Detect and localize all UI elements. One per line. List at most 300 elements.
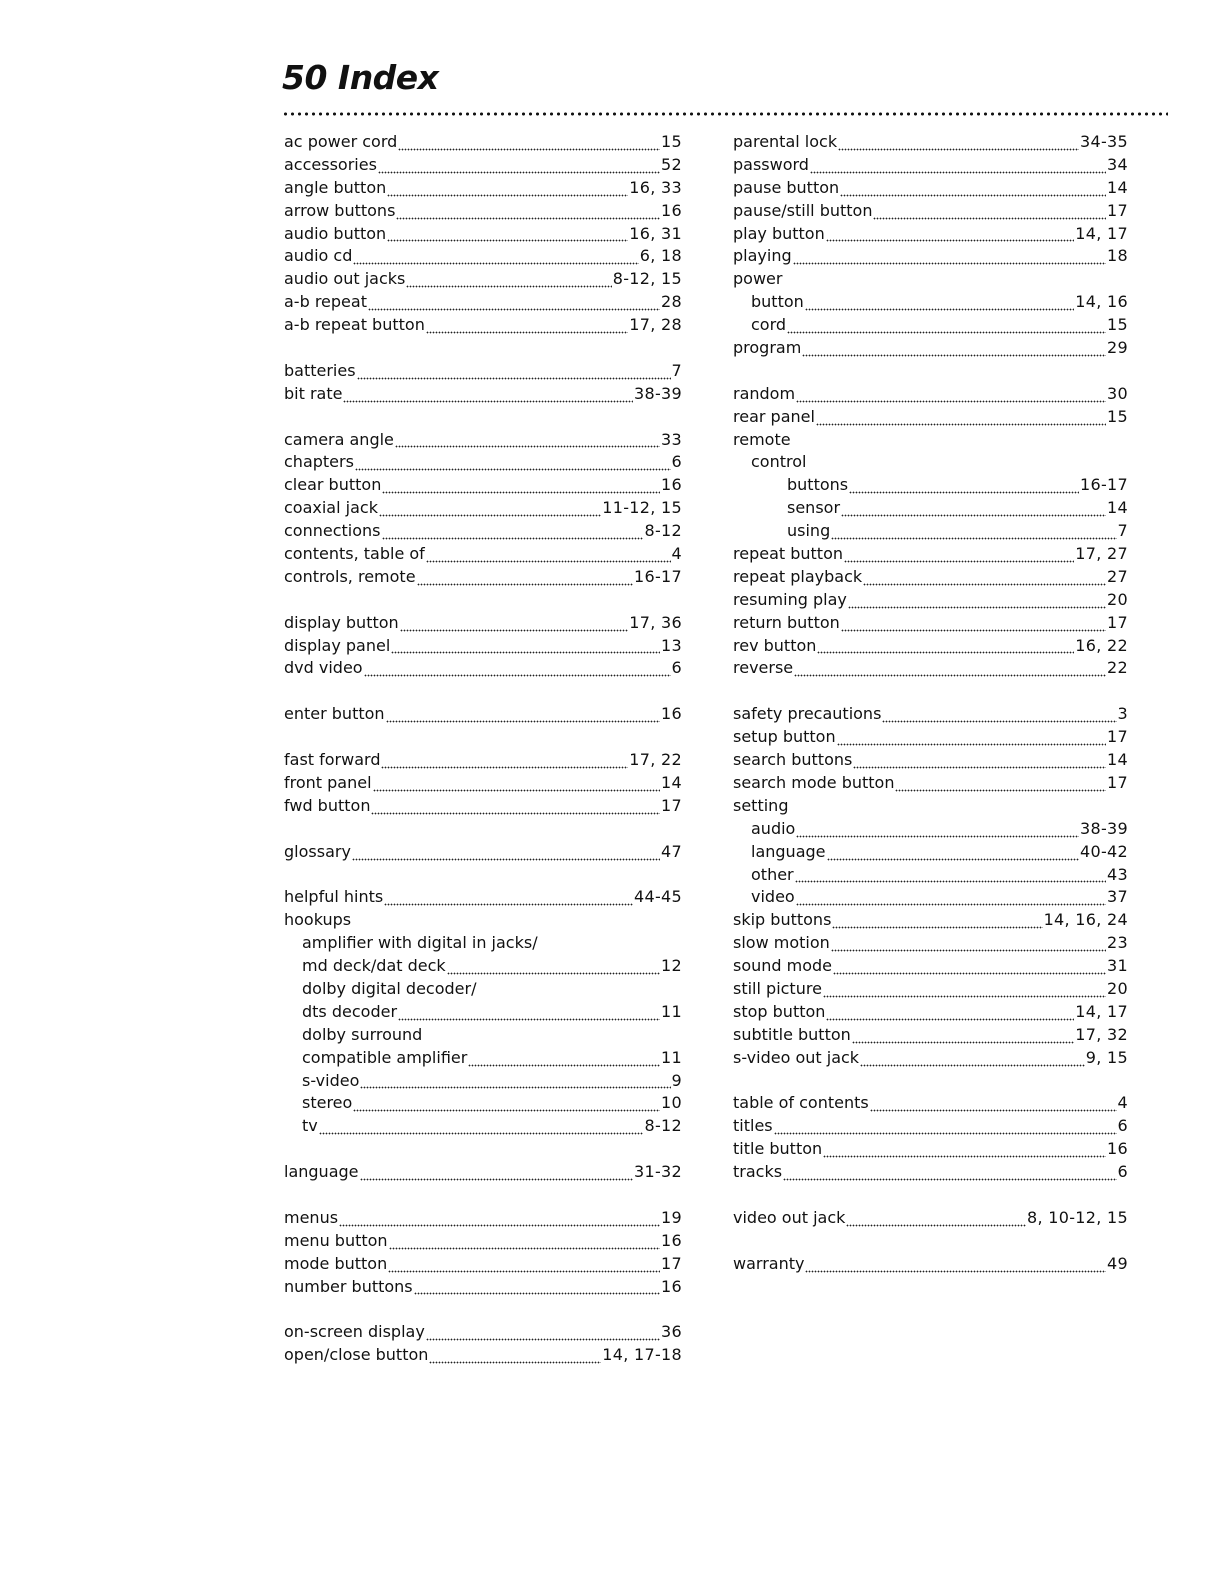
- dot-leader: [387, 239, 628, 245]
- index-entry: [284, 429, 682, 452]
- index-entry: [284, 657, 682, 680]
- dot-leader: [831, 537, 1116, 543]
- entry-pages: 16, 33: [629, 177, 682, 197]
- index-entry: [733, 932, 1128, 955]
- entry-term: on-screen display: [284, 1322, 425, 1342]
- entry-term: md deck/dat deck: [302, 956, 446, 976]
- index-entry: [733, 245, 1128, 268]
- index-entry: [733, 841, 1128, 864]
- index-entry: [733, 314, 1128, 337]
- index-entry: [733, 726, 1128, 749]
- dot-leader: [391, 651, 660, 657]
- entry-term: slow motion: [733, 933, 830, 953]
- entry-term: stop button: [733, 1001, 826, 1021]
- index-entry: [733, 268, 1128, 291]
- index-entry: [733, 978, 1128, 1001]
- index-entry: [284, 886, 682, 909]
- index-entry: [284, 955, 682, 978]
- index-entry: [733, 864, 1128, 887]
- entry-pages: 7: [1117, 521, 1128, 541]
- dot-leader: [796, 835, 1079, 841]
- index-entry: [284, 1092, 682, 1115]
- dot-leader: [817, 651, 1074, 657]
- entry-pages: 6: [671, 452, 682, 472]
- entry-term: buttons: [787, 475, 849, 495]
- entry-pages: 6: [1117, 1162, 1128, 1182]
- dot-leader: [396, 217, 660, 223]
- dot-leader: [319, 1132, 644, 1138]
- entry-pages: 4: [671, 544, 682, 564]
- entry-term: return button: [733, 612, 840, 632]
- entry-pages: 47: [661, 841, 682, 861]
- entry-pages: 8-12: [644, 1116, 682, 1136]
- entry-pages: 44-45: [634, 887, 682, 907]
- entry-term: helpful hints: [284, 887, 384, 907]
- index-entry: [284, 1276, 682, 1299]
- index-column-right: [733, 131, 1128, 1276]
- index-entry: [733, 520, 1128, 543]
- index-entry: [733, 886, 1128, 909]
- index-entry: [733, 406, 1128, 429]
- entry-pages: 17: [1107, 772, 1128, 792]
- dot-leader: [848, 606, 1106, 612]
- index-entry: [733, 909, 1128, 932]
- index-entry: [733, 1207, 1128, 1230]
- entry-pages: 23: [1107, 933, 1128, 953]
- entry-pages: 3: [1117, 704, 1128, 724]
- entry-pages: 40-42: [1080, 841, 1128, 861]
- index-entry: [284, 245, 682, 268]
- dot-leader: [414, 1292, 660, 1298]
- entry-term: connections: [284, 521, 381, 541]
- entry-pages: 16, 22: [1075, 635, 1128, 655]
- index-entry: [284, 520, 682, 543]
- index-entry: [284, 1070, 682, 1093]
- entry-term: menu button: [284, 1230, 388, 1250]
- entry-term: s-video out jack: [733, 1047, 860, 1067]
- entry-term: tracks: [733, 1162, 783, 1182]
- entry-pages: 16: [661, 1276, 682, 1296]
- entry-pages: 14, 17: [1075, 223, 1128, 243]
- entry-pages: 38-39: [1080, 818, 1128, 838]
- entry-pages: 8-12: [644, 521, 682, 541]
- entry-pages: 30: [1107, 383, 1128, 403]
- index-entry: [284, 360, 682, 383]
- entry-pages: 15: [1107, 406, 1128, 426]
- dotted-divider: [282, 112, 1168, 116]
- entry-term: control: [751, 452, 807, 472]
- entry-term: power: [733, 269, 783, 289]
- entry-term: batteries: [284, 360, 356, 380]
- entry-term: front panel: [284, 772, 372, 792]
- entry-pages: 16: [661, 475, 682, 495]
- entry-term: open/close button: [284, 1345, 429, 1365]
- index-entry: [733, 1253, 1128, 1276]
- dot-leader: [793, 262, 1106, 268]
- dot-leader: [794, 674, 1106, 680]
- dot-leader: [823, 1155, 1106, 1161]
- entry-term: title button: [733, 1139, 823, 1159]
- entry-pages: 29: [1107, 338, 1128, 358]
- dot-leader: [426, 331, 628, 337]
- dot-leader: [837, 743, 1106, 749]
- entry-pages: 17: [661, 1253, 682, 1273]
- entry-pages: 6: [671, 658, 682, 678]
- index-entry: [733, 657, 1128, 680]
- index-entry: [284, 314, 682, 337]
- entry-term: chapters: [284, 452, 354, 472]
- entry-term: parental lock: [733, 132, 838, 151]
- entry-pages: 8, 10-12, 15: [1027, 1207, 1128, 1227]
- dot-leader: [826, 1018, 1074, 1024]
- entry-term: stereo: [302, 1093, 353, 1113]
- index-entry: [733, 383, 1128, 406]
- dot-leader: [406, 285, 611, 291]
- entry-term: dolby surround: [302, 1024, 423, 1044]
- entry-pages: 19: [661, 1207, 682, 1227]
- entry-term: other: [751, 864, 794, 884]
- dot-leader: [352, 858, 660, 864]
- entry-pages: 38-39: [634, 383, 682, 403]
- entry-pages: 36: [661, 1322, 682, 1342]
- entry-term: subtitle button: [733, 1024, 851, 1044]
- index-entry: [284, 1207, 682, 1230]
- entry-pages: 37: [1107, 887, 1128, 907]
- dot-leader: [395, 445, 660, 451]
- entry-term: play button: [733, 223, 825, 243]
- dot-leader: [833, 972, 1106, 978]
- entry-term: clear button: [284, 475, 382, 495]
- dot-leader: [796, 400, 1106, 406]
- entry-term: language: [751, 841, 826, 861]
- index-entry: [733, 291, 1128, 314]
- entry-term: warranty: [733, 1253, 805, 1273]
- dot-leader: [895, 789, 1106, 795]
- entry-term: menus: [284, 1207, 339, 1227]
- entry-pages: 10: [661, 1093, 682, 1113]
- index-entry: [733, 635, 1128, 658]
- entry-pages: 14, 16: [1075, 292, 1128, 312]
- index-entry: [733, 1115, 1128, 1138]
- index-entry: [284, 612, 682, 635]
- index-entry: [284, 223, 682, 246]
- dot-leader: [360, 1178, 634, 1184]
- entry-pages: 14: [1107, 177, 1128, 197]
- dot-leader: [823, 995, 1106, 1001]
- dot-leader: [840, 194, 1106, 200]
- dot-leader: [379, 514, 601, 520]
- dot-leader: [787, 331, 1106, 337]
- entry-term: amplifier with digital in jacks/: [302, 933, 538, 953]
- dot-leader: [852, 1041, 1075, 1047]
- entry-term: pause/still button: [733, 200, 873, 220]
- entry-term: number buttons: [284, 1276, 413, 1296]
- entry-pages: 17, 32: [1075, 1024, 1128, 1044]
- dot-leader: [355, 468, 671, 474]
- index-entry: [284, 291, 682, 314]
- entry-pages: 16, 31: [629, 223, 682, 243]
- index-entry: [733, 566, 1128, 589]
- dot-leader: [841, 629, 1106, 635]
- entry-term: audio cd: [284, 246, 353, 266]
- index-entry: [284, 1001, 682, 1024]
- entry-term: language: [284, 1162, 359, 1182]
- entry-pages: 20: [1107, 589, 1128, 609]
- index-entry: [733, 749, 1128, 772]
- entry-pages: 15: [661, 132, 682, 151]
- index-entry: [733, 703, 1128, 726]
- dot-leader: [882, 720, 1116, 726]
- entry-term: pause button: [733, 177, 840, 197]
- index-entry: [284, 841, 682, 864]
- index-entry: [284, 1047, 682, 1070]
- index-entry: [733, 772, 1128, 795]
- dot-leader: [805, 308, 1075, 314]
- entry-term: sound mode: [733, 956, 833, 976]
- entry-pages: 14: [1107, 750, 1128, 770]
- entry-term: ac power cord: [284, 132, 398, 151]
- dot-leader: [371, 812, 660, 818]
- entry-pages: 11: [661, 1047, 682, 1067]
- index-entry: [284, 749, 682, 772]
- entry-term: coaxial jack: [284, 498, 378, 518]
- entry-pages: 22: [1107, 658, 1128, 678]
- index-entry: [733, 497, 1128, 520]
- index-entry: [284, 1321, 682, 1344]
- entry-pages: 16: [1107, 1139, 1128, 1159]
- index-entry: [284, 1344, 682, 1367]
- entry-pages: 31: [1107, 956, 1128, 976]
- entry-term: using: [787, 521, 831, 541]
- entry-term: compatible amplifier: [302, 1047, 468, 1067]
- entry-pages: 14: [661, 772, 682, 792]
- dot-leader: [863, 583, 1106, 589]
- index-entry: [733, 131, 1128, 154]
- entry-pages: 4: [1117, 1093, 1128, 1113]
- page-title: 50 Index: [282, 58, 439, 97]
- dot-leader: [849, 491, 1079, 497]
- dot-leader: [360, 1086, 670, 1092]
- index-entry: [733, 474, 1128, 497]
- index-entry: [284, 1161, 682, 1184]
- dot-leader: [873, 217, 1106, 223]
- dot-leader: [860, 1064, 1085, 1070]
- index-entry: [733, 1024, 1128, 1047]
- entry-term: bit rate: [284, 383, 343, 403]
- dot-leader: [384, 903, 633, 909]
- entry-term: enter button: [284, 704, 385, 724]
- entry-pages: 28: [661, 292, 682, 312]
- entry-term: rear panel: [733, 406, 815, 426]
- dot-leader: [398, 1018, 660, 1024]
- dot-leader: [386, 720, 660, 726]
- dot-leader: [387, 194, 628, 200]
- index-entry: [733, 1138, 1128, 1161]
- index-entry: [733, 177, 1128, 200]
- entry-pages: 20: [1107, 978, 1128, 998]
- dot-leader: [447, 972, 660, 978]
- entry-term: remote: [733, 429, 791, 449]
- entry-pages: 17, 28: [629, 315, 682, 335]
- index-entry: [733, 200, 1128, 223]
- index-entry: [284, 978, 682, 1001]
- index-entry: [284, 474, 682, 497]
- entry-term: video out jack: [733, 1207, 846, 1227]
- index-entry: [733, 337, 1128, 360]
- entry-pages: 16-17: [634, 566, 682, 586]
- entry-pages: 7: [671, 360, 682, 380]
- entry-term: tv: [302, 1116, 318, 1136]
- index-entry: [733, 818, 1128, 841]
- entry-pages: 17: [1107, 727, 1128, 747]
- entry-term: button: [751, 292, 804, 312]
- entry-pages: 12: [661, 956, 682, 976]
- entry-term: reverse: [733, 658, 794, 678]
- entry-term: display panel: [284, 635, 391, 655]
- entry-term: glossary: [284, 841, 351, 861]
- entry-pages: 27: [1107, 566, 1128, 586]
- entry-term: repeat button: [733, 544, 844, 564]
- dot-leader: [832, 926, 1042, 932]
- index-entry: [733, 154, 1128, 177]
- dot-leader: [870, 1109, 1117, 1115]
- entry-pages: 6, 18: [639, 246, 682, 266]
- entry-pages: 34: [1107, 154, 1128, 174]
- dot-leader: [827, 858, 1080, 864]
- entry-pages: 16: [661, 704, 682, 724]
- entry-term: dvd video: [284, 658, 363, 678]
- index-entry: [733, 1161, 1128, 1184]
- entry-term: angle button: [284, 177, 387, 197]
- index-entry: [733, 795, 1128, 818]
- entry-pages: 17: [1107, 612, 1128, 632]
- entry-pages: 14, 17-18: [602, 1345, 682, 1365]
- index-entry: [733, 223, 1128, 246]
- index-entry: [284, 1115, 682, 1138]
- index-entry: [284, 200, 682, 223]
- entry-term: skip buttons: [733, 910, 832, 930]
- dot-leader: [373, 789, 660, 795]
- dot-leader: [831, 949, 1106, 955]
- entry-pages: 49: [1107, 1253, 1128, 1273]
- entry-pages: 11-12, 15: [602, 498, 682, 518]
- index-entry: [284, 268, 682, 291]
- entry-pages: 9, 15: [1085, 1047, 1128, 1067]
- index-entry: [284, 795, 682, 818]
- entry-term: repeat playback: [733, 566, 863, 586]
- entry-pages: 17, 22: [629, 750, 682, 770]
- entry-pages: 34-35: [1080, 132, 1128, 151]
- entry-term: controls, remote: [284, 566, 416, 586]
- index-entry: [733, 451, 1128, 474]
- dot-leader: [343, 400, 633, 406]
- index-entry: [284, 543, 682, 566]
- entry-pages: 16: [661, 1230, 682, 1250]
- index-entry: [284, 932, 682, 955]
- entry-pages: 16: [661, 200, 682, 220]
- dot-leader: [816, 423, 1106, 429]
- index-entry: [284, 1230, 682, 1253]
- entry-pages: 11: [661, 1001, 682, 1021]
- entry-pages: 9: [671, 1070, 682, 1090]
- index-entry: [284, 635, 682, 658]
- entry-term: camera angle: [284, 429, 394, 449]
- entry-term: audio out jacks: [284, 269, 406, 289]
- entry-term: sensor: [787, 498, 841, 518]
- entry-term: search mode button: [733, 772, 895, 792]
- dot-leader: [429, 1361, 601, 1367]
- dot-leader: [378, 171, 660, 177]
- entry-pages: 31-32: [634, 1162, 682, 1182]
- entry-term: password: [733, 154, 809, 174]
- dot-leader: [810, 171, 1106, 177]
- entry-pages: 17: [1107, 200, 1128, 220]
- dot-leader: [826, 239, 1075, 245]
- dot-leader: [783, 1178, 1116, 1184]
- dot-leader: [838, 148, 1079, 154]
- dot-leader: [844, 560, 1074, 566]
- index-entry: [284, 451, 682, 474]
- entry-pages: 17, 36: [629, 612, 682, 632]
- entry-term: cord: [751, 315, 787, 335]
- entry-pages: 14, 17: [1075, 1001, 1128, 1021]
- dot-leader: [846, 1224, 1026, 1230]
- index-entry: [733, 1047, 1128, 1070]
- entry-pages: 52: [661, 154, 682, 174]
- dot-leader: [774, 1132, 1117, 1138]
- entry-term: titles: [733, 1116, 773, 1136]
- index-entry: [284, 1253, 682, 1276]
- entry-pages: 33: [661, 429, 682, 449]
- entry-term: table of contents: [733, 1093, 869, 1113]
- entry-term: program: [733, 338, 802, 358]
- dot-leader: [468, 1064, 660, 1070]
- index-entry: [284, 566, 682, 589]
- index-entry: [733, 612, 1128, 635]
- entry-term: fast forward: [284, 750, 381, 770]
- index-entry: [284, 703, 682, 726]
- index-entry: [284, 772, 682, 795]
- index-entry: [733, 589, 1128, 612]
- dot-leader: [841, 514, 1106, 520]
- entry-pages: 15: [1107, 315, 1128, 335]
- index-entry: [284, 131, 682, 154]
- index-entry: [733, 1092, 1128, 1115]
- entry-term: a-b repeat: [284, 292, 367, 312]
- entry-pages: 16-17: [1080, 475, 1128, 495]
- dot-leader: [381, 766, 628, 772]
- entry-pages: 14: [1107, 498, 1128, 518]
- entry-term: display button: [284, 612, 399, 632]
- dot-leader: [805, 1270, 1106, 1276]
- dot-leader: [357, 377, 671, 383]
- dot-leader: [353, 1109, 660, 1115]
- dot-leader: [389, 1247, 660, 1253]
- entry-term: s-video: [302, 1070, 360, 1090]
- index-entry: [284, 497, 682, 520]
- entry-term: setting: [733, 795, 789, 815]
- entry-pages: 14, 16, 24: [1043, 910, 1128, 930]
- entry-term: audio: [751, 818, 796, 838]
- dot-leader: [398, 148, 660, 154]
- entry-term: video: [751, 887, 795, 907]
- entry-pages: 17: [661, 795, 682, 815]
- entry-term: arrow buttons: [284, 200, 396, 220]
- dot-leader: [388, 1270, 660, 1276]
- dot-leader: [795, 880, 1106, 886]
- entry-term: setup button: [733, 727, 836, 747]
- entry-term: dolby digital decoder/: [302, 978, 477, 998]
